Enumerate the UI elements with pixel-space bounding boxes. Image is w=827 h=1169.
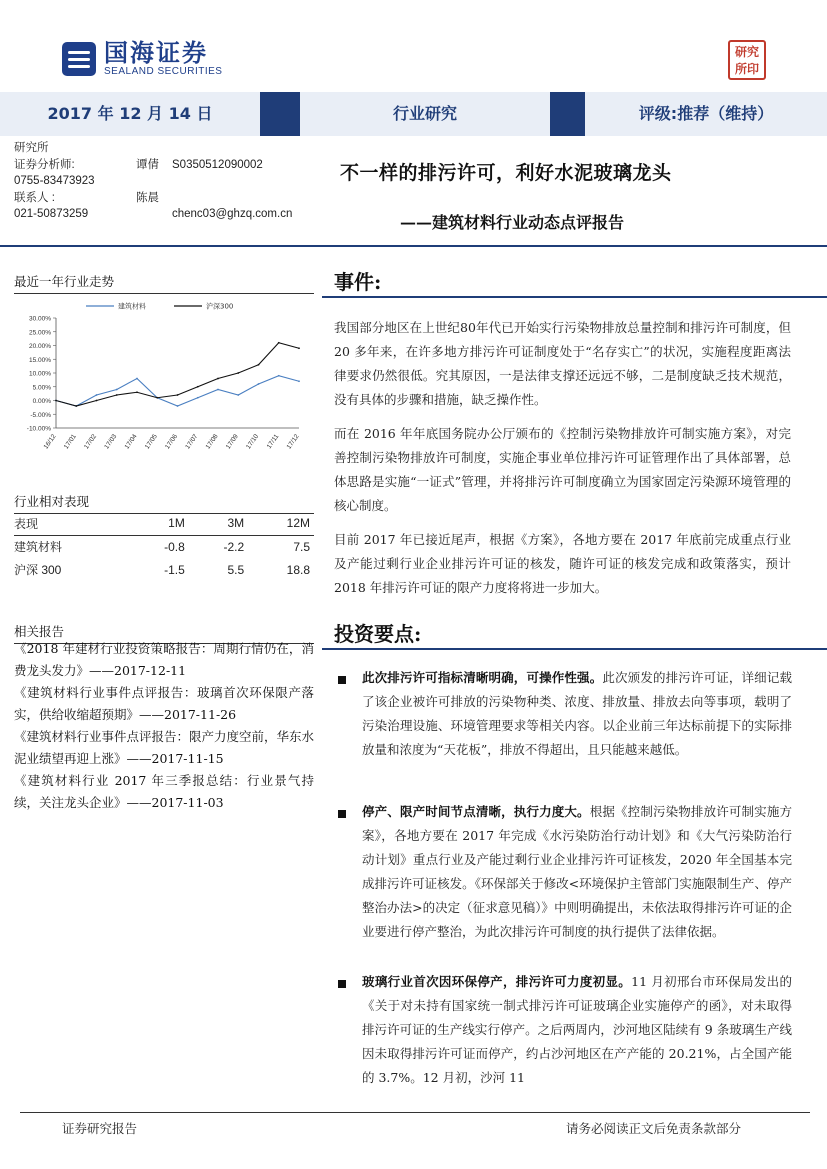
logo-icon (62, 42, 96, 76)
contact-name: 陈晨 (136, 191, 159, 204)
perf-header-cell: 3M (189, 512, 248, 535)
perf-cell: 18.8 (286, 562, 310, 577)
data-point (237, 394, 239, 396)
y-tick-label: 10.00% (28, 370, 51, 378)
bullet-icon (338, 676, 346, 684)
report-date: 2017 年 12 月 14 日 (0, 92, 260, 136)
data-point (197, 386, 199, 388)
divider (0, 245, 827, 247)
invest-point (362, 970, 792, 1090)
data-point (136, 378, 138, 380)
logo-name-en: SEALAND SECURITIES (104, 66, 223, 77)
analyst-phone: 0755-83473923 (14, 175, 95, 187)
legend-label: 建筑材料 (118, 302, 146, 311)
perf-cell: -2.2 (223, 539, 245, 554)
perf-header-row (14, 512, 314, 535)
invest-point (362, 800, 792, 944)
related-report-link[interactable]: 《2018 年建材行业投资策略报告：周期行情仍在，消费龙头发力》——2017-12-11 (14, 641, 314, 678)
invest-rule (322, 648, 827, 650)
data-point (177, 405, 179, 407)
invest-point-lead: 停产、限产时间节点清晰，执行力度大。 (362, 804, 590, 819)
data-point (116, 394, 118, 396)
contact-role: 联系人 : (14, 191, 55, 204)
report-banner (0, 92, 827, 136)
x-tick-label: 17/07 (184, 433, 200, 451)
data-point (177, 394, 179, 396)
x-tick-label: 17/09 (224, 433, 240, 451)
trend-chart (14, 298, 314, 478)
data-point (55, 400, 57, 402)
x-tick-label: 16/12 (42, 433, 58, 451)
data-point (136, 391, 138, 393)
bullet-icon (338, 980, 346, 988)
event-paragraph: 我国部分地区在上世纪80年代已开始实行污染物排放总量控制和排污许可制度，但 20 多年来，在许多地方排污许可证制度处于“名存实亡”的状况，实施程度距离法律要求仍然很低。究其原因，一是法律支撑还远远不够，二是制度缺乏技术规范，没有具体的步骤和措施，缺乏操作性。 (334, 320, 791, 407)
x-tick-label: 17/04 (123, 433, 139, 451)
footer-right: 请务必阅读正文后免责条款部分 (566, 1121, 742, 1136)
y-tick-label: 0.00% (32, 398, 51, 405)
legend-label: 沪深300 (206, 302, 234, 311)
data-point (298, 347, 300, 349)
perf-row (14, 558, 314, 581)
data-point (278, 342, 280, 344)
data-point (237, 372, 239, 374)
data-point (217, 378, 219, 380)
perf-header-cell: 12M (248, 512, 314, 535)
y-tick-label: -10.00% (26, 425, 51, 433)
data-point (96, 394, 98, 396)
data-point (258, 383, 260, 385)
data-point (278, 375, 280, 377)
y-tick-label: -5.00% (30, 411, 51, 419)
x-tick-label: 17/08 (204, 433, 220, 451)
invest-point-lead: 玻璃行业首次因环保停产，排污许可力度初显。 (362, 974, 632, 989)
data-point (258, 364, 260, 366)
series-line (56, 343, 299, 406)
seal-stamp: 研究 所印 (728, 40, 766, 80)
perf-title: 行业相对表现 (14, 492, 314, 514)
y-tick-label: 15.00% (28, 356, 51, 364)
perf-cell: 5.5 (227, 562, 245, 577)
bullet-icon (338, 810, 346, 818)
page-title: 不一样的排污许可，利好水泥玻璃龙头 (340, 162, 672, 184)
data-point (156, 397, 158, 399)
analyst-info (14, 140, 314, 223)
perf-cell: 7.5 (293, 539, 310, 554)
logo-name-cn: 国海证券 (104, 39, 208, 67)
x-tick-label: 17/02 (83, 433, 99, 451)
analyst-name: 谭倩 (136, 158, 159, 171)
perf-cell: -1.5 (164, 562, 185, 577)
data-point (298, 380, 300, 382)
invest-heading: 投资要点: (334, 622, 422, 646)
invest-point (362, 666, 792, 762)
x-tick-label: 17/11 (265, 433, 281, 451)
y-tick-label: 20.00% (28, 343, 51, 350)
perf-table (14, 512, 314, 581)
invest-point-text: 此次颁发的排污许可证，详细记载了该企业被许可排放的污染物种类、浓度、排放量、排放去向等事项，载明了污染治理设施、环境管理要求等相关内容。以企业前三年达标前提下的实际排放量和浓度为“天花板”，排放不得超出，且只能越来越低。 (362, 670, 792, 757)
invest-point-text: 11 月初邢台市环保局发出的《关于对未持有国家统一制式排污许可证玻璃企业实施停产的函》，对未取得排污许可证的生产线实行停产。之后两周内，沙河地区陆续有 9 条玻璃生产线因未取得排污许可证而停产，约占沙河地区在产产能的 20.21%，占全国产能的 3.7%。12 月初，沙河 11 (362, 974, 792, 1085)
data-point (96, 400, 98, 402)
data-point (197, 397, 199, 399)
perf-cell: 沪深 300 (14, 563, 62, 577)
perf-row (14, 535, 314, 558)
perf-header-cell: 1M (129, 512, 188, 535)
footer-divider (20, 1112, 810, 1113)
data-point (217, 389, 219, 391)
event-paragraph: 而在 2016 年年底国务院办公厅颁布的《控制污染物排放许可制实施方案》，对完善控制污染物排放许可制度，实施企事业单位排污许可证管理作出了具体部署，总体思路是实施“一证式”管理，并将排污许可制度确立为国家固定污染源环境管理的核心制度。 (334, 426, 791, 513)
y-tick-label: 30.00% (28, 315, 51, 323)
related-reports (14, 638, 314, 814)
related-report-link[interactable]: 《建筑材料行业事件点评报告：限产力度空前，华东水泥业绩望再迎上涨》——2017-11-15 (14, 729, 315, 766)
trend-title: 最近一年行业走势 (14, 272, 314, 294)
contact-phone: 021-50873259 (14, 208, 89, 220)
x-tick-label: 17/05 (143, 433, 159, 451)
page-subtitle: ——建筑材料行业动态点评报告 (400, 213, 625, 232)
y-tick-label: 25.00% (28, 329, 51, 337)
perf-header-cell: 表现 (14, 512, 129, 535)
x-tick-label: 17/10 (245, 433, 261, 451)
perf-cell: -0.8 (164, 539, 185, 554)
invest-point-text: 根据《控制污染物排放许可制实施方案》，各地方要在 2017 年完成《水污染防治行动计划》和《大气污染防治行动计划》重点行业及产能过剩行业企业排污许可证核发，2020 年全国基本完成排污许可证核发。《环保部关于修改<环境保护主管部门实施限制生产、停产整治办法>的决定（征求意见稿）》中则明确提出，未依法取得排污许可证的企业要进行停产整治，为此次排污许可制度的执行提供了法律依据。 (362, 804, 792, 939)
report-type: 行业研究 (300, 92, 550, 136)
event-heading: 事件: (334, 270, 382, 294)
y-tick-label: 5.00% (32, 384, 51, 392)
x-tick-label: 17/12 (285, 433, 301, 451)
analyst-role: 证券分析师: (14, 158, 75, 171)
footer-left: 证券研究报告 (62, 1121, 138, 1136)
related-report-link[interactable]: 《建筑材料行业 2017 年三季报总结：行业景气持续，关注龙头企业》——2017-11-03 (14, 773, 314, 810)
related-title: 相关报告 (14, 622, 314, 644)
data-point (116, 389, 118, 391)
x-tick-label: 17/01 (62, 433, 78, 451)
data-point (75, 405, 77, 407)
event-paragraph: 目前 2017 年已接近尾声，根据《方案》，各地方要在 2017 年底前完成重点行业及产能过剩行业企业排污许可证的核发，随许可证的核发完成和政策落实，预计 2018 年排污许可证的限产力度将将进一步加大。 (334, 532, 791, 595)
analyst-cert: S0350512090002 (172, 158, 263, 171)
x-tick-label: 17/03 (103, 433, 119, 451)
contact-email[interactable]: chenc03@ghzq.com.cn (172, 208, 293, 220)
dept-label: 研究所 (14, 142, 49, 154)
invest-point-lead: 此次排污许可指标清晰明确，可操作性强。 (362, 670, 603, 685)
perf-cell: 建筑材料 (14, 540, 63, 555)
event-rule (322, 296, 827, 298)
report-rating: 评级:推荐（维持） (585, 92, 827, 136)
company-logo (62, 40, 222, 77)
related-report-link[interactable]: 《建筑材料行业事件点评报告：玻璃首次环保限产落实，供给收缩超预期》——2017-11-26 (14, 685, 314, 722)
x-tick-label: 17/06 (164, 433, 180, 451)
